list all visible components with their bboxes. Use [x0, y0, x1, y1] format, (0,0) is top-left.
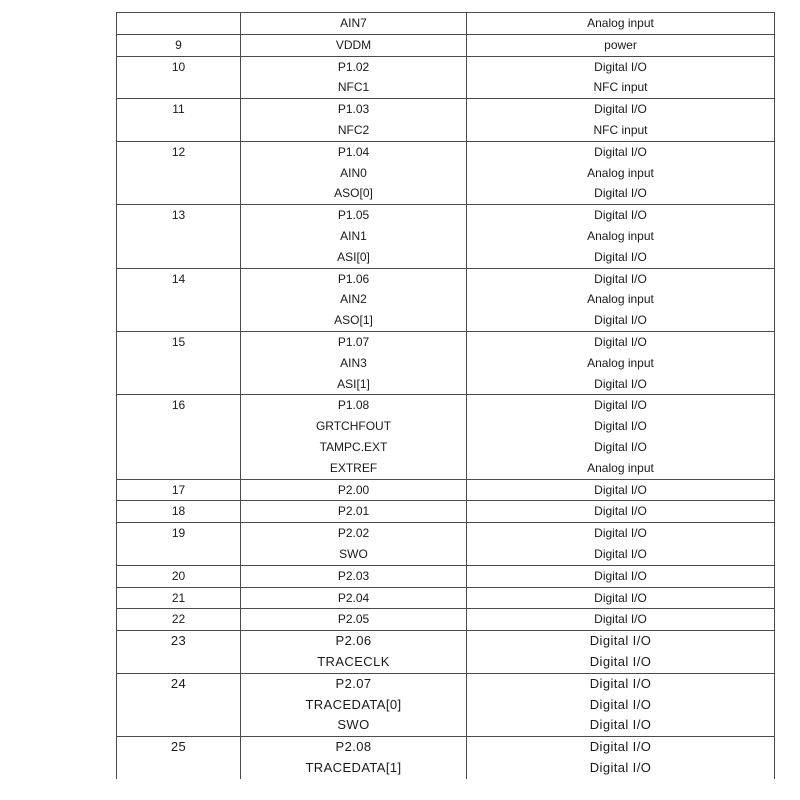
pin-number: 20: [171, 568, 186, 583]
pin-function-name: P1.08: [337, 398, 370, 413]
pin-type-cell: [467, 13, 775, 35]
pin-number-cell: [117, 331, 241, 394]
pin-name-cell: [241, 631, 467, 674]
pin-number: 13: [171, 208, 186, 223]
pin-number-cell: [117, 99, 241, 142]
pin-name-cell: [241, 673, 467, 736]
pin-function-type: Digital I/O: [594, 102, 647, 117]
pin-name-cell: [241, 395, 467, 479]
pin-name-cell: [241, 737, 467, 779]
pin-type-cell: [467, 565, 775, 587]
pin-function-name: P2.05: [337, 612, 370, 627]
pin-row: [117, 565, 775, 587]
pin-function-name: P2.06: [335, 633, 372, 649]
pin-number-cell: [117, 13, 241, 35]
pin-number: 24: [170, 675, 187, 691]
pin-function-name: P1.07: [337, 334, 370, 349]
pin-function-type: Digital I/O: [594, 590, 647, 605]
pin-function-type: Digital I/O: [594, 398, 647, 413]
pin-number: 9: [175, 37, 182, 52]
pin-number-cell: [117, 737, 241, 779]
pin-function-name: P2.07: [335, 675, 372, 691]
pin-name-cell: [241, 587, 467, 609]
pin-number: [117, 13, 240, 34]
pin-function-name: AIN1: [340, 228, 367, 243]
pin-function-type: Digital I/O: [594, 249, 647, 264]
pin-function-type: Digital I/O: [589, 696, 652, 712]
pin-number-cell: [117, 673, 241, 736]
pin-function-name: TRACEDATA[0]: [305, 696, 402, 712]
pin-function-name: P2.00: [337, 482, 370, 497]
pin-number: 19: [171, 526, 186, 541]
pin-function-type: Digital I/O: [594, 334, 647, 349]
pin-number: 11: [172, 102, 185, 117]
pin-number-cell: [117, 587, 241, 609]
pin-function-type: Digital I/O: [589, 759, 652, 775]
pin-function-name: EXTREF: [329, 460, 378, 475]
pin-number: 22: [171, 612, 186, 627]
pin-number: 16: [171, 398, 186, 413]
pin-number-cell: [117, 479, 241, 501]
pin-number-cell: [117, 56, 241, 99]
pin-function-name: SWO: [337, 717, 370, 733]
pin-name-cell: [241, 501, 467, 523]
pin-function-type: Digital I/O: [594, 59, 647, 74]
pin-type-cell: [467, 99, 775, 142]
pin-function-type: Digital I/O: [594, 546, 647, 561]
pin-function-name: ASI[0]: [337, 249, 370, 264]
pin-row: [117, 479, 775, 501]
pin-number-cell: [117, 34, 241, 56]
pin-function-type: Analog input: [587, 228, 654, 243]
pin-number: 17: [171, 482, 186, 497]
pin-function-name: ASO[0]: [334, 186, 373, 201]
pin-name-cell: [241, 34, 467, 56]
pin-type-cell: [467, 523, 775, 566]
pin-number-cell: [117, 141, 241, 204]
pin-name-cell: [241, 141, 467, 204]
pin-row: [117, 501, 775, 523]
pin-name-cell: [241, 609, 467, 631]
pin-number-cell: [117, 501, 241, 523]
pin-function-type: NFC input: [593, 80, 648, 95]
pin-number: 21: [171, 590, 186, 605]
pin-table-body: [117, 13, 775, 779]
pin-name-cell: [241, 99, 467, 142]
pin-function-name: TRACEDATA[1]: [305, 759, 402, 775]
pin-number-cell: [117, 205, 241, 268]
pin-row: [117, 523, 775, 566]
pin-function-name: SWO: [339, 546, 368, 561]
pin-name-cell: [241, 13, 467, 35]
pin-function-name: P1.06: [337, 271, 370, 286]
pin-function-name: P1.05: [337, 208, 370, 223]
pin-function-type: Digital I/O: [589, 675, 652, 691]
pin-function-name: P2.08: [335, 739, 372, 755]
pin-function-type: Digital I/O: [594, 568, 647, 583]
pin-function-type: Digital I/O: [594, 482, 647, 497]
pin-function-type: Digital I/O: [594, 504, 647, 519]
pin-number: 14: [171, 271, 186, 286]
pin-name-cell: [241, 331, 467, 394]
pin-function-type: Digital I/O: [594, 439, 647, 454]
pin-function-type: Digital I/O: [594, 271, 647, 286]
pin-function-type: Digital I/O: [594, 313, 647, 328]
pin-row: [117, 141, 775, 204]
pin-number-cell: [117, 565, 241, 587]
pin-function-name: NFC2: [337, 122, 370, 137]
pin-function-type: Digital I/O: [594, 208, 647, 223]
pin-function-name: P2.01: [337, 504, 370, 519]
pin-row: [117, 13, 775, 35]
pin-number-cell: [117, 523, 241, 566]
pin-number: 15: [171, 334, 186, 349]
pin-function-type: Analog input: [587, 460, 654, 475]
pin-function-type: Analog input: [587, 16, 654, 30]
pin-row: [117, 587, 775, 609]
pin-number: 18: [171, 504, 186, 519]
pin-number-cell: [117, 268, 241, 331]
pin-function-type: Analog input: [587, 165, 654, 180]
pin-function-name: P2.02: [337, 526, 370, 541]
pin-name-cell: [241, 268, 467, 331]
pin-row: [117, 56, 775, 99]
pin-type-cell: [467, 56, 775, 99]
pin-row: [117, 205, 775, 268]
pin-function-type: Digital I/O: [594, 144, 647, 159]
pin-number-cell: [117, 395, 241, 479]
pin-function-type: Digital I/O: [594, 376, 647, 391]
pin-function-type: NFC input: [593, 122, 648, 137]
pin-number-cell: [117, 609, 241, 631]
pin-function-name: TAMPC.EXT: [319, 439, 388, 454]
pin-function-type: Analog input: [587, 292, 654, 307]
pin-number-cell: [117, 631, 241, 674]
pin-row: [117, 99, 775, 142]
pin-function-name: P1.04: [337, 144, 370, 159]
pin-name-cell: [241, 56, 467, 99]
pin-function-type: Digital I/O: [594, 526, 647, 541]
pin-name-cell: [241, 205, 467, 268]
pin-function-name: P1.02: [337, 59, 370, 74]
pin-function-name: AIN7: [340, 16, 367, 30]
pin-function-type: Digital I/O: [589, 739, 652, 755]
pin-type-cell: [467, 737, 775, 779]
pin-row: [117, 609, 775, 631]
pin-type-cell: [467, 587, 775, 609]
pin-function-name: AIN2: [340, 292, 367, 307]
pin-row: [117, 631, 775, 674]
pin-type-cell: [467, 34, 775, 56]
pin-function-type: Digital I/O: [589, 633, 652, 649]
pin-number: 23: [170, 633, 187, 649]
pin-name-cell: [241, 479, 467, 501]
pin-function-name: AIN0: [340, 165, 367, 180]
pin-row: [117, 34, 775, 56]
pin-function-name: AIN3: [340, 355, 367, 370]
pin-function-name: VDDM: [335, 37, 372, 52]
pin-type-cell: [467, 331, 775, 394]
pin-row: [117, 737, 775, 779]
pin-function-name: P2.03: [337, 568, 370, 583]
pin-function-name: GRTCHFOUT: [315, 419, 392, 434]
pin-row: [117, 673, 775, 736]
pin-function-type: Digital I/O: [594, 419, 647, 434]
pin-function-name: ASI[1]: [337, 376, 370, 391]
pin-function-name: TRACECLK: [317, 653, 390, 669]
pin-name-cell: [241, 523, 467, 566]
pin-function-name: P2.04: [337, 590, 370, 605]
pin-function-type: Digital I/O: [589, 717, 652, 733]
pin-function-type: power: [604, 37, 637, 52]
pin-row: [117, 331, 775, 394]
pin-type-cell: [467, 268, 775, 331]
pin-type-cell: [467, 501, 775, 523]
pin-name-cell: [241, 565, 467, 587]
pin-table: [116, 12, 775, 779]
pin-function-name: ASO[1]: [334, 313, 373, 328]
pin-type-cell: [467, 141, 775, 204]
pin-type-cell: [467, 205, 775, 268]
pin-type-cell: [467, 673, 775, 736]
pin-function-type: Digital I/O: [594, 612, 647, 627]
pin-type-cell: [467, 609, 775, 631]
pin-type-cell: [467, 631, 775, 674]
pin-type-cell: [467, 479, 775, 501]
pin-type-cell: [467, 395, 775, 479]
pin-function-type: Digital I/O: [594, 186, 647, 201]
pin-function-name: NFC1: [337, 80, 370, 95]
pin-function-type: Analog input: [587, 355, 654, 370]
pin-row: [117, 268, 775, 331]
pin-row: [117, 395, 775, 479]
pin-number: 10: [171, 59, 186, 74]
pin-table-container: [116, 12, 784, 775]
pin-number: 25: [170, 739, 187, 755]
pin-function-type: Digital I/O: [589, 653, 652, 669]
pin-function-name: P1.03: [337, 102, 370, 117]
pin-number: 12: [171, 144, 186, 159]
